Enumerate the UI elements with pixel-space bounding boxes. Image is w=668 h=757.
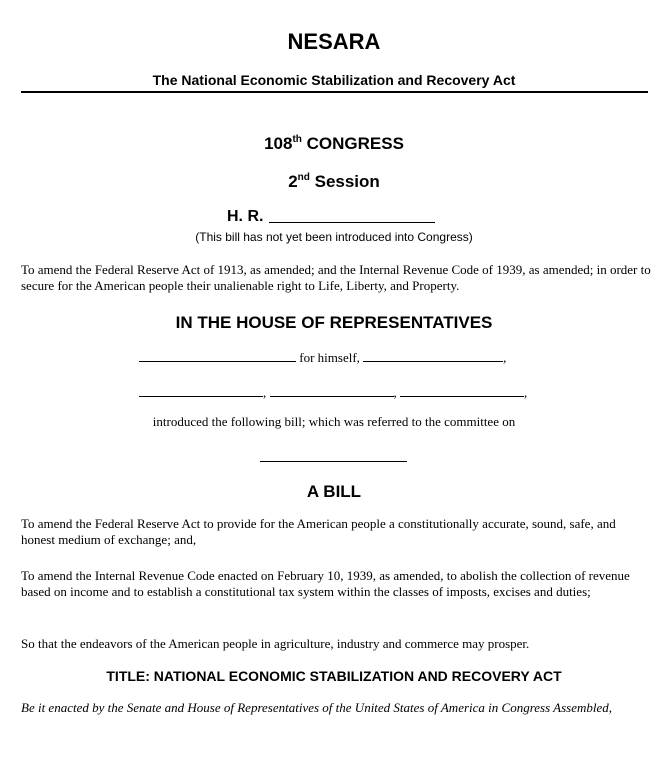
cosponsor-blank xyxy=(363,349,503,362)
enacting-clause: Be it enacted by the Senate and House of Representatives of the United States of America in Congress Assembled, xyxy=(21,700,613,715)
cosponsor-blank xyxy=(400,384,524,397)
sponsor-comma: , xyxy=(263,385,267,400)
document-title: NESARA xyxy=(287,29,381,54)
purpose-paragraph: So that the endeavors of the American people in agriculture, industry and commerce may prosper. xyxy=(21,636,530,651)
sponsor-comma: , xyxy=(524,385,528,400)
document-subtitle: The National Economic Stabilization and Recovery Act xyxy=(152,72,516,88)
cosponsor-blank xyxy=(270,384,394,397)
sponsor-blank xyxy=(139,349,296,362)
bill-heading: A BILL xyxy=(306,482,362,501)
introduced-text: introduced the following bill; which was referred to the committee on xyxy=(152,414,516,429)
intro-paragraph: To amend the Federal Reserve Act of 1913, as amended; and the Internal Revenue Code of 1939, as amended; in order to secure for the American people their unalienable right to Life, Liberty, and Property. xyxy=(21,262,651,293)
committee-blank xyxy=(260,449,407,462)
session-number: 2 xyxy=(288,172,298,191)
sponsor-line-2 xyxy=(139,384,527,401)
house-heading: IN THE HOUSE OF REPRESENTATIVES xyxy=(175,313,493,332)
congress-label: CONGRESS xyxy=(306,134,404,153)
session-label: Session xyxy=(314,172,380,191)
bill-number-note: (This bill has not yet been introduced into Congress) xyxy=(195,230,473,244)
congress-heading xyxy=(0,133,668,155)
sponsor-comma: , xyxy=(503,350,507,365)
header-rule xyxy=(21,91,648,93)
purpose-paragraph: To amend the Federal Reserve Act to provide for the American people a constitutionally accurate, sound, safe, and honest medium of exchange; and, xyxy=(21,516,616,547)
congress-number-suffix: th xyxy=(292,134,302,145)
congress-number: 108 xyxy=(264,134,293,153)
bill-number-label: H. R. xyxy=(227,208,264,225)
cosponsor-blank xyxy=(139,384,263,397)
act-title-line: TITLE: NATIONAL ECONOMIC STABILIZATION AND RECOVERY ACT xyxy=(106,668,562,684)
sponsor-line-1 xyxy=(139,349,506,366)
bill-number-blank xyxy=(269,207,435,223)
purpose-paragraph: To amend the Internal Revenue Code enacted on February 10, 1939, as amended, to abolish the collection of revenue based on income and to establish a constitutional tax system within the classes of imposts, excises and duties; xyxy=(21,568,630,599)
session-number-suffix: nd xyxy=(297,172,310,183)
bill-number-line xyxy=(227,207,435,227)
sponsor-comma: , xyxy=(393,385,397,400)
for-himself-text: for himself, xyxy=(299,350,360,365)
session-heading xyxy=(0,171,668,193)
